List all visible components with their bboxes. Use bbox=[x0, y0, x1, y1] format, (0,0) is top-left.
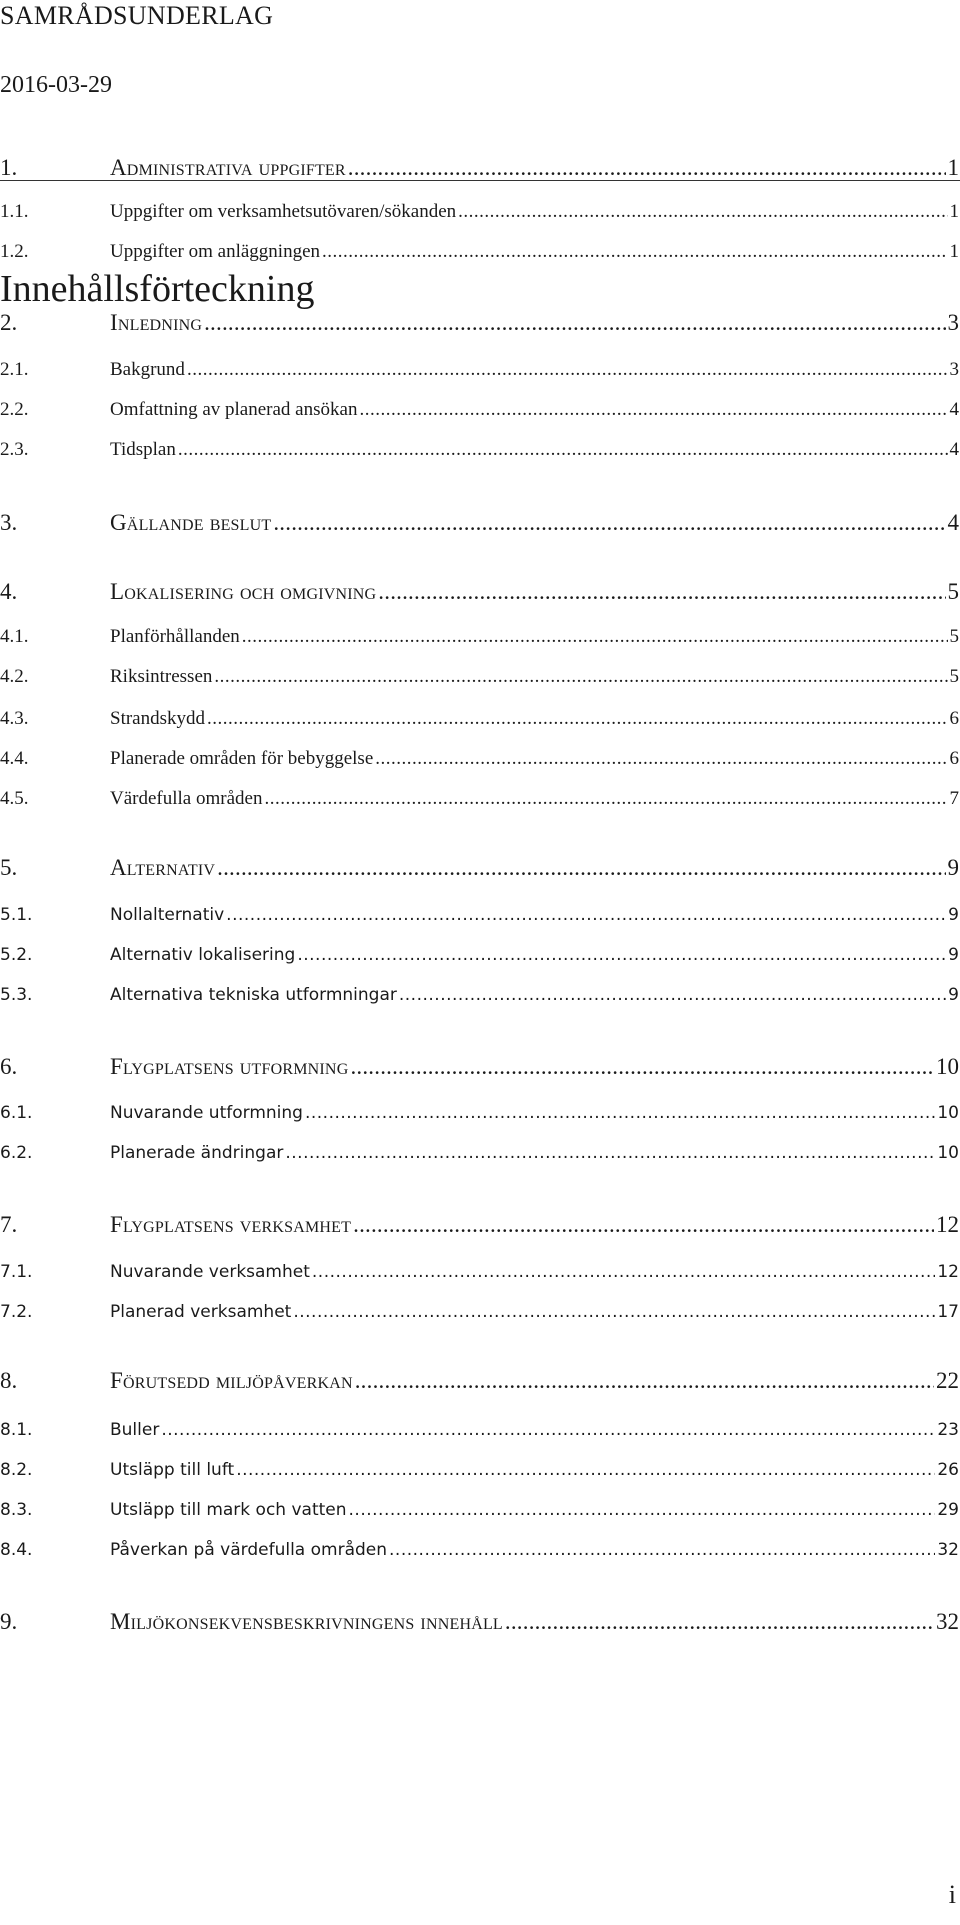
toc-dot-leader bbox=[399, 984, 946, 1006]
toc-entry-section[interactable] bbox=[0, 1301, 959, 1323]
toc-entry-page: 12 bbox=[937, 1262, 959, 1282]
toc-entry-page: 9 bbox=[948, 945, 959, 965]
toc-entry-section[interactable] bbox=[0, 398, 959, 422]
toc-entry-title: Uppgifter om verksamhetsutövaren/sökanden bbox=[110, 201, 457, 222]
toc-entry-chapter[interactable] bbox=[0, 1608, 959, 1636]
toc-dot-leader bbox=[353, 1211, 934, 1239]
toc-entry-number: 6. bbox=[0, 1054, 18, 1079]
toc-dot-leader bbox=[187, 358, 948, 382]
toc-entry-number: 8.3. bbox=[0, 1500, 33, 1520]
page-number: i bbox=[948, 1880, 956, 1909]
toc-entry-page: 4 bbox=[947, 510, 959, 535]
toc-entry-page: 9 bbox=[947, 855, 959, 880]
toc-dot-leader bbox=[458, 200, 947, 224]
toc-entry-number: 8.4. bbox=[0, 1540, 33, 1560]
toc-entry-section[interactable] bbox=[0, 1499, 959, 1521]
toc-entry-section[interactable] bbox=[0, 707, 959, 731]
toc-entry-page: 7 bbox=[949, 788, 959, 809]
toc-entry-title: Nuvarande utformning bbox=[110, 1103, 303, 1123]
toc-entry-number: 6.1. bbox=[0, 1103, 33, 1123]
toc-entry-number: 1. bbox=[0, 155, 18, 180]
toc-entry-page: 26 bbox=[937, 1460, 959, 1480]
toc-entry-number: 3. bbox=[0, 510, 18, 535]
toc-entry-number: 8. bbox=[0, 1368, 18, 1393]
toc-entry-section[interactable] bbox=[0, 1419, 959, 1441]
toc-dot-leader bbox=[305, 1102, 935, 1124]
document-type-label: SAMRÅDSUNDERLAG bbox=[0, 1, 274, 30]
toc-dot-leader bbox=[264, 787, 947, 811]
toc-entry-section[interactable] bbox=[0, 665, 959, 689]
toc-dot-leader bbox=[349, 1499, 936, 1521]
toc-entry-number: 7.1. bbox=[0, 1262, 33, 1282]
toc-entry-number: 6.2. bbox=[0, 1143, 33, 1163]
toc-entry-page: 32 bbox=[937, 1540, 959, 1560]
toc-entry-number: 1.2. bbox=[0, 241, 29, 262]
toc-entry-page: 4 bbox=[949, 439, 959, 460]
toc-entry-title: Förutsedd miljöpåverkan bbox=[110, 1368, 353, 1393]
toc-entry-chapter[interactable] bbox=[0, 1053, 959, 1081]
toc-entry-page: 22 bbox=[936, 1368, 959, 1393]
toc-entry-number: 7.2. bbox=[0, 1302, 33, 1322]
document-date: 2016-03-29 bbox=[0, 72, 112, 98]
toc-dot-leader bbox=[273, 509, 945, 537]
toc-dot-leader bbox=[214, 665, 947, 689]
toc-entry-section[interactable] bbox=[0, 1102, 959, 1124]
toc-dot-leader bbox=[236, 1459, 935, 1481]
toc-entry-title: Utsläpp till mark och vatten bbox=[110, 1500, 347, 1520]
toc-entry-number: 4.5. bbox=[0, 788, 29, 809]
toc-entry-page: 1 bbox=[949, 241, 959, 262]
toc-dot-leader bbox=[359, 398, 947, 422]
toc-entry-number: 4.1. bbox=[0, 626, 29, 647]
toc-entry-number: 8.2. bbox=[0, 1460, 33, 1480]
toc-entry-section[interactable] bbox=[0, 625, 959, 649]
toc-entry-number: 4.2. bbox=[0, 666, 29, 687]
toc-entry-title: Administrativa uppgifter bbox=[110, 155, 346, 180]
toc-entry-page: 5 bbox=[947, 579, 959, 604]
toc-entry-number: 5.3. bbox=[0, 985, 33, 1005]
toc-entry-chapter[interactable] bbox=[0, 509, 959, 537]
toc-entry-page: 1 bbox=[949, 201, 959, 222]
toc-dot-leader bbox=[312, 1261, 935, 1283]
toc-dot-leader bbox=[297, 944, 946, 966]
toc-entry-number: 4. bbox=[0, 579, 18, 604]
toc-entry-title: Planerade ändringar bbox=[110, 1143, 284, 1163]
toc-entry-number: 8.1. bbox=[0, 1420, 33, 1440]
toc-entry-page: 1 bbox=[947, 155, 959, 180]
toc-entry-section[interactable] bbox=[0, 240, 959, 264]
toc-dot-leader bbox=[378, 578, 945, 606]
toc-dot-leader bbox=[178, 438, 948, 462]
toc-entry-page: 29 bbox=[937, 1500, 959, 1520]
toc-entry-chapter[interactable] bbox=[0, 854, 959, 882]
toc-entry-title: Strandskydd bbox=[110, 708, 205, 729]
toc-entry-number: 2.3. bbox=[0, 439, 29, 460]
toc-entry-number: 4.3. bbox=[0, 708, 29, 729]
toc-entry-title: Bakgrund bbox=[110, 359, 185, 380]
toc-entry-title: Värdefulla områden bbox=[110, 788, 263, 809]
toc-entry-page: 10 bbox=[937, 1103, 959, 1123]
toc-entry-section[interactable] bbox=[0, 944, 959, 966]
toc-entry-section[interactable] bbox=[0, 787, 959, 811]
toc-dot-leader bbox=[226, 904, 946, 926]
toc-dot-leader bbox=[285, 1142, 935, 1164]
toc-entry-page: 9 bbox=[948, 985, 959, 1005]
toc-entry-page: 6 bbox=[949, 708, 959, 729]
toc-entry-chapter[interactable] bbox=[0, 1211, 959, 1239]
toc-entry-chapter[interactable] bbox=[0, 578, 959, 606]
toc-dot-leader bbox=[350, 1053, 934, 1081]
toc-dot-leader bbox=[348, 154, 946, 182]
toc-entry-page: 10 bbox=[936, 1054, 959, 1079]
toc-entry-title: Alternativ bbox=[110, 855, 216, 880]
toc-entry-number: 4.4. bbox=[0, 748, 29, 769]
toc-entry-title: Nollalternativ bbox=[110, 905, 225, 925]
toc-dot-leader bbox=[505, 1608, 934, 1636]
toc-entry-title: Omfattning av planerad ansökan bbox=[110, 399, 358, 420]
toc-entry-title: Planerade områden för bebyggelse bbox=[110, 748, 374, 769]
toc-entry-number: 2.2. bbox=[0, 399, 29, 420]
toc-entry-section[interactable] bbox=[0, 1142, 959, 1164]
toc-entry-page: 4 bbox=[949, 399, 959, 420]
toc-entry-chapter[interactable] bbox=[0, 154, 959, 182]
toc-entry-title: Inledning bbox=[110, 310, 203, 335]
toc-entry-title: Buller bbox=[110, 1420, 160, 1440]
toc-entry-title: Alternativ lokalisering bbox=[110, 945, 296, 965]
toc-entry-section[interactable] bbox=[0, 1261, 959, 1283]
toc-entry-page: 5 bbox=[949, 626, 959, 647]
toc-entry-page: 12 bbox=[936, 1212, 959, 1237]
toc-entry-title: Flygplatsens verksamhet bbox=[110, 1212, 352, 1237]
toc-entry-number: 2. bbox=[0, 310, 18, 335]
toc-entry-section[interactable] bbox=[0, 1459, 959, 1481]
toc-entry-title: Flygplatsens utformning bbox=[110, 1054, 349, 1079]
toc-entry-page: 23 bbox=[937, 1420, 959, 1440]
toc-entry-title: Lokalisering och omgivning bbox=[110, 579, 377, 604]
toc-entry-section[interactable] bbox=[0, 904, 959, 926]
toc-entry-title: Gällande beslut bbox=[110, 510, 272, 535]
toc-entry-number: 5. bbox=[0, 855, 18, 880]
toc-entry-page: 5 bbox=[949, 666, 959, 687]
toc-dot-leader bbox=[204, 309, 945, 337]
toc-entry-number: 5.2. bbox=[0, 945, 33, 965]
toc-entry-chapter[interactable] bbox=[0, 309, 959, 337]
toc-entry-number: 2.1. bbox=[0, 359, 29, 380]
toc-heading: Innehållsförteckning bbox=[0, 268, 315, 310]
toc-entry-chapter[interactable] bbox=[0, 1367, 959, 1395]
toc-entry-section[interactable] bbox=[0, 438, 959, 462]
toc-entry-title: Påverkan på värdefulla områden bbox=[110, 1540, 388, 1560]
toc-dot-leader bbox=[293, 1301, 935, 1323]
toc-entry-title: Planerad verksamhet bbox=[110, 1302, 292, 1322]
toc-dot-leader bbox=[242, 625, 948, 649]
toc-entry-title: Alternativa tekniska utformningar bbox=[110, 985, 397, 1005]
toc-entry-section[interactable] bbox=[0, 200, 959, 224]
toc-entry-section[interactable] bbox=[0, 358, 959, 382]
toc-entry-title: Uppgifter om anläggningen bbox=[110, 241, 321, 262]
toc-entry-page: 3 bbox=[947, 310, 959, 335]
toc-entry-number: 1.1. bbox=[0, 201, 29, 222]
toc-entry-page: 32 bbox=[936, 1609, 959, 1634]
toc-dot-leader bbox=[217, 854, 945, 882]
toc-entry-section[interactable] bbox=[0, 747, 959, 771]
toc-entry-title: Tidsplan bbox=[110, 439, 176, 460]
toc-entry-section[interactable] bbox=[0, 984, 959, 1006]
toc-entry-number: 5.1. bbox=[0, 905, 33, 925]
toc-entry-number: 9. bbox=[0, 1609, 18, 1634]
toc-dot-leader bbox=[375, 747, 947, 771]
toc-entry-title: Utsläpp till luft bbox=[110, 1460, 235, 1480]
toc-entry-page: 10 bbox=[937, 1143, 959, 1163]
toc-entry-title: Riksintressen bbox=[110, 666, 213, 687]
toc-entry-section[interactable] bbox=[0, 1539, 959, 1561]
toc-dot-leader bbox=[355, 1367, 934, 1395]
toc-entry-page: 6 bbox=[949, 748, 959, 769]
toc-entry-page: 9 bbox=[948, 905, 959, 925]
toc-entry-page: 17 bbox=[937, 1302, 959, 1322]
toc-entry-number: 7. bbox=[0, 1212, 18, 1237]
toc-dot-leader bbox=[207, 707, 948, 731]
toc-dot-leader bbox=[161, 1419, 935, 1441]
toc-dot-leader bbox=[389, 1539, 935, 1561]
toc-entry-title: Nuvarande verksamhet bbox=[110, 1262, 310, 1282]
toc-entry-title: Planförhållanden bbox=[110, 626, 240, 647]
toc-dot-leader bbox=[322, 240, 947, 264]
toc-entry-title: Miljökonsekvensbeskrivningens innehåll bbox=[110, 1609, 503, 1634]
toc-entry-page: 3 bbox=[949, 359, 959, 380]
